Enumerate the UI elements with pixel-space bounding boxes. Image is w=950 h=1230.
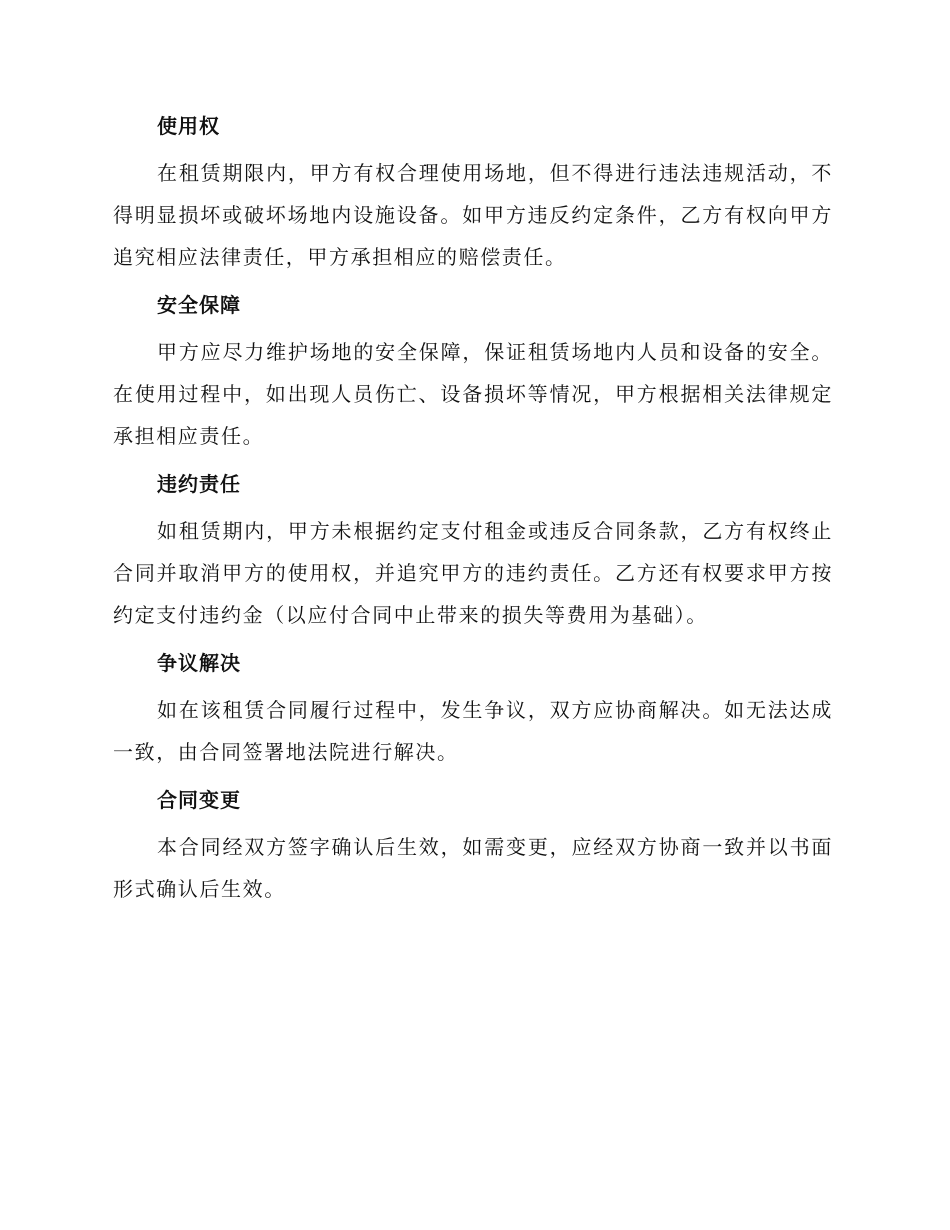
section-body: 本合同经双方签字确认后生效，如需变更，应经双方协商一致并以书面形式确认后生效。 [113,835,833,901]
document-page [113,108,833,919]
section-title: 违约责任 [157,472,241,496]
section-title: 安全保障 [157,293,241,317]
section-safety [113,287,833,457]
section-body: 如租赁期内，甲方未根据约定支付租金或违反合同条款，乙方有权终止合同并取消甲方的使用权，并追究甲方的违约责任。乙方还有权要求甲方按约定支付违约金（以应付合同中止带来的损失等费用为基础）。 [113,519,833,627]
section-usage-rights [113,108,833,278]
section-body: 在租赁期限内，甲方有权合理使用场地，但不得进行违法违规活动，不得明显损坏或破坏场地内设施设备。如甲方违反约定条件，乙方有权向甲方追究相应法律责任，甲方承担相应的赔偿责任。 [113,161,833,269]
section-body: 甲方应尽力维护场地的安全保障，保证租赁场地内人员和设备的安全。在使用过程中，如出现人员伤亡、设备损坏等情况，甲方根据相关法律规定承担相应责任。 [113,340,833,448]
section-breach [113,466,833,636]
section-title: 合同变更 [157,788,241,812]
section-body: 如在该租赁合同履行过程中，发生争议，双方应协商解决。如无法达成一致，由合同签署地法院进行解决。 [113,698,833,764]
section-title: 争议解决 [157,651,241,675]
section-amendment [113,782,833,910]
section-dispute [113,645,833,773]
section-title: 使用权 [157,114,220,138]
